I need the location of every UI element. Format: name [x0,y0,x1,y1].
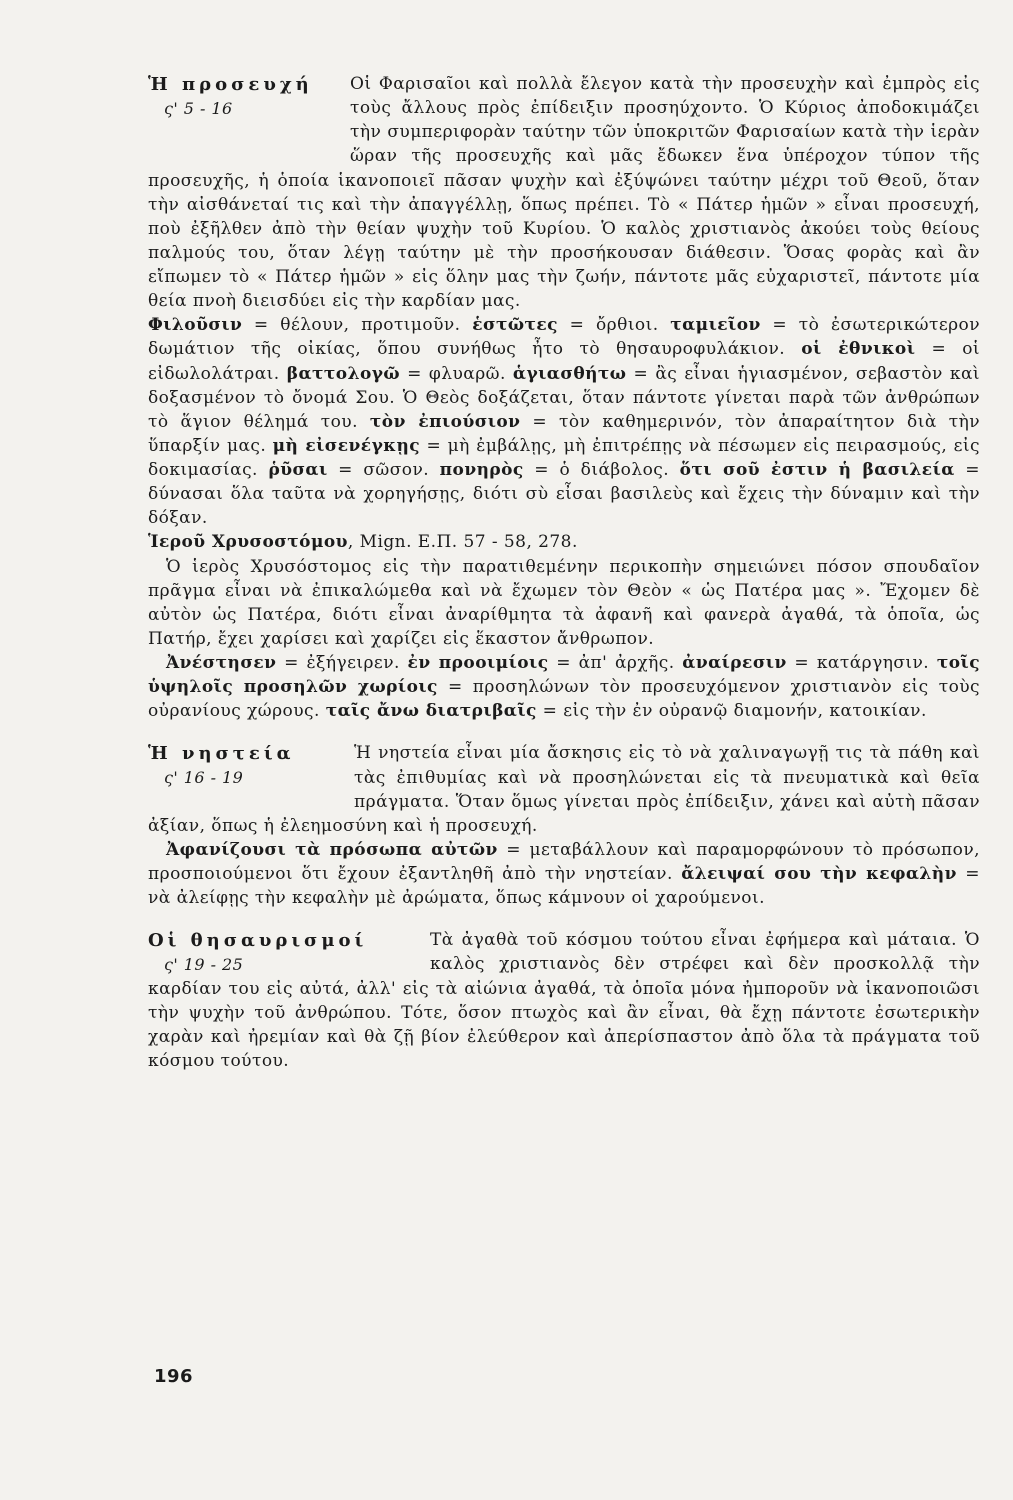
gloss-term: Ἀφανίζουσι τὰ πρόσωπα αὐτῶν [166,839,498,860]
gloss-term: Φιλοῦσιν [148,315,243,336]
section-margin-head [148,72,344,168]
gloss-def: σῶσον. [363,460,430,480]
gloss-term: ἄλειψαί σου τὴν κεφαλὴν [681,864,957,884]
section-intro: Ἡ νηστεία εἶναι μία ἄσκησις εἰς τὸ νὰ χαλιναγωγῇ τις τὰ πάθη καὶ τὰς ἐπιθυμίας καὶ νὰ προσηλώνεται εἰς τὰ πνευματικὰ καὶ θεῖα πράγματα. Ὅταν ὅμως γίνεται πρὸς ἐπίδειξιν, χάνει καὶ αὐτὴ πᾶσαν ἀξίαν, ὅπως ἡ ἐλεημοσύνη καὶ ἡ προσευχή. [148,743,980,836]
citation-ref: , Mign. Ε.Π. 57 - 58, 278. [347,532,578,553]
section-prayer [148,72,980,723]
gloss-def: τὸν καθημερινόν, τὸν ἀπαραίτητον διὰ τὴν ὕπαρξίν μας. [148,411,981,456]
section-heading: Οἱ θησαυρισμοί [148,930,368,952]
gloss-term: ταῖς ἄνω διατριβαῖς [325,701,537,722]
section-treasures [148,928,980,1073]
citation-author: Ἱεροῦ Χρυσοστόμου [148,532,348,553]
scripture-reference: ς' 19 - 25 [164,954,244,974]
gloss-def: οἱ εἰδωλολάτραι. [148,339,981,384]
chrysostom-citation [148,530,980,554]
gloss-term: ταμιεῖον [670,315,761,336]
gloss-def: ἐξήγειρεν. [306,653,400,673]
gloss-term: οἱ ἐθνικοὶ [801,339,916,360]
scripture-reference: ς' 5 - 16 [164,98,233,118]
gloss-term: Ἀνέστησεν [166,653,277,673]
gloss-def: τὸ ἐσωτερικώτερον δωμάτιον τῆς οἰκίας, ὅπου συνήθως ἦτο τὸ θησαυροφυλάκιον. [148,315,980,360]
gloss-def: ὄρθιοι. [596,315,659,336]
gloss-def: μεταβάλλουν καὶ παραμορφώνουν τὸ πρόσωπον, προσποιούμενοι ὅτι ἔχουν ἐξαντληθῆ ἀπὸ τὴν νηστείαν. [148,839,980,884]
gloss-def: φλυαρῶ. [428,363,506,384]
gloss-def: ἀπ' ἀρχῆς. [578,653,675,673]
section-heading: Ἡ νηστεία [148,743,295,765]
gloss-term: ἀναίρεσιν [682,653,787,673]
gloss-term: μὴ εἰσενέγκῃς [272,435,421,456]
gloss-def: δύνασαι ὅλα ταῦτα νὰ χορηγήσῃς, διότι σὺ εἶσαι βασιλεὺς καὶ ἔχεις τὴν δύναμιν καὶ τὴν δόξαν. [148,484,980,529]
gloss-term: τοῖς ὑψηλοῖς προσηλῶν χωρίοις [148,653,980,698]
gloss-def: θέλουν, προτιμοῦν. [280,315,461,336]
chrysostom-text: Ὁ ἱερὸς Χρυσόστομος εἰς τὴν παρατιθεμένην περικοπὴν σημειώνει πόσον σπουδαῖον πρᾶγμα εἶναι νὰ ἐπικαλώμεθα καὶ νὰ ἔχωμεν τὸν Θεὸν « ὡς Πατέρα μας ». Ἔχομεν δὲ αὐτὸν ὡς Πατέρα, διότι εἶναι ἀναρίθμητα τὰ ἀφανῆ καὶ φανερὰ ἀγαθά, τὰ ὁποῖα, ὡς Πατήρ, ἔχει χαρίσει καὶ χαρίζει εἰς ἕκαστον ἄνθρωπον. [148,556,980,649]
gloss-term: ἑστῶτες [472,315,558,336]
gloss-def: ὁ διάβολος. [559,460,670,480]
gloss-def: εἰς τὴν ἐν οὐρανῷ διαμονήν, κατοικίαν. [563,701,927,722]
gloss-term: ἐν προοιμίοις [407,653,549,673]
glossary-paragraph: Ἀφανίζουσι τὰ πρόσωπα αὐτῶν = μεταβάλλουν καὶ παραμορφώνουν τὸ πρόσωπον, προσποιούμενοι ὅτι ἔχουν ἐξαντληθῆ ἀπὸ τὴν νηστείαν. ἄλειψαί σου τὴν κεφαλὴν = νὰ ἀλείφῃς τὴν κεφαλὴν μὲ ἀρώματα, ὅπως κάμνουν οἱ χαρούμενοι. [148,839,980,909]
gloss-def: κατάργησιν. [816,653,930,673]
gloss-term: πονηρὸς [439,460,524,480]
gloss-term: τὸν ἐπιούσιον [369,411,521,432]
section-margin-head [148,741,348,813]
section-fasting [148,741,980,910]
glossary-paragraph: Ἀνέστησεν = ἐξήγειρεν. ἐν προοιμίοις = ἀπ' ἀρχῆς. ἀναίρεσιν = κατάργησιν. τοῖς ὑψηλοῖς προσηλῶν χωρίοις = προσηλώνων τὸν προσευχόμενον χριστιανὸν εἰς τοὺς οὐρανίους χώρους. ταῖς ἄνω διατριβαῖς = εἰς τὴν ἐν οὐρανῷ διαμονήν, κατοικίαν. [148,653,981,722]
gloss-term: βαττολογῶ [286,363,401,384]
section-margin-head [148,928,424,974]
section-intro: Οἱ Φαρισαῖοι καὶ πολλὰ ἔλεγον κατὰ τὴν προσευχὴν καὶ ἐμπρὸς εἰς τοὺς ἄλλους πρὸς ἐπίδειξιν προσηύχοντο. Ὁ Κύριος ἀποδοκιμάζει τὴν συμπεριφορὰν ταύτην τῶν ὑποκριτῶν Φαρισαίων κατὰ τὴν ἱερὰν ὥραν τῆς προσευχῆς καὶ μᾶς ἔδωκεν ἕνα ὑπέροχον τύπον τῆς προσευχῆς, ἡ ὁποία ἱκανοποιεῖ πᾶσαν ψυχὴν καὶ ἐξύψώνει ταύτην μέχρι τοῦ Θεοῦ, ὅταν τὴν αἰσθάνεταί τις καὶ τὴν ἀπαγγέλλῃ, ὅπως πρέπει. Τὸ « Πάτερ ἡμῶν » εἶναι προσευχή, ποὺ ἐξῆλθεν ἀπὸ τὴν θείαν ψυχὴν τοῦ Κυρίου. Ὁ καλὸς χριστιανὸς ἀκούει τοὺς θείους παλμούς του, ὅταν λέγῃ ταύτην μὲ τὴν προσήκουσαν διάθεσιν. Ὅσας φορὰς καὶ ἂν εἴπωμεν τὸ « Πάτερ ἡμῶν » εἰς ὅλην μας τὴν ζωήν, πάντοτε μᾶς εὐχαριστεῖ, πάντοτε μία θεία πνοὴ διεισδύει εἰς τὴν καρδίαν μας. [148,74,980,312]
gloss-def: μὴ ἐμβάλῃς, μὴ ἐπιτρέπῃς νὰ πέσωμεν εἰς πειρασμούς, εἰς δοκιμασίας. [148,435,981,480]
glossary-paragraph: Φιλοῦσιν = θέλουν, προτιμοῦν. ἑστῶτες = ὄρθιοι. ταμιεῖον = τὸ ἐσωτερικώτερον δωμάτιον τῆς οἰκίας, ὅπου συνήθως ἦτο τὸ θησαυροφυλάκιον. οἱ ἐθνικοὶ = οἱ εἰδωλολάτραι. βαττολογῶ = φλυαρῶ. ἁγιασθήτω = ἂς εἶναι ἡγιασμένον, σεβαστὸν καὶ δοξασμένον τὸ ὄνομά Σου. Ὁ Θεὸς δοξάζεται, ὅταν πάντοτε γίνεται παρὰ τῶν ἀνθρώπων τὸ ἅγιον θέλημά του. τὸν ἐπιούσιον = τὸν καθημερινόν, τὸν ἀπαραίτητον διὰ τὴν ὕπαρξίν μας. μὴ εἰσενέγκῃς = μὴ ἐμβάλῃς, μὴ ἐπιτρέπῃς νὰ πέσωμεν εἰς πειρασμούς, εἰς δοκιμασίας. ῥῦσαι = σῶσον. πονηρὸς = ὁ διάβολος. ὅτι σοῦ ἐστιν ἡ βασιλεία = δύνασαι ὅλα ταῦτα νὰ χορηγήσῃς, διότι σὺ εἶσαι βασιλεὺς καὶ ἔχεις τὴν δύναμιν καὶ τὴν δόξαν. [148,315,981,529]
section-heading: Ἡ προσευχή [148,74,313,95]
gloss-term: ὅτι σοῦ ἐστιν ἡ βασιλεία [679,460,955,480]
page-number: 196 [154,1366,193,1387]
page-content [148,72,980,1073]
gloss-def: νὰ ἀλείφῃς τὴν κεφαλὴν μὲ ἀρώματα, ὅπως κάμνουν οἱ χαρούμενοι. [148,888,765,909]
gloss-term: ἁγιασθήτω [512,363,627,384]
section-intro: Τὰ ἀγαθὰ τοῦ κόσμου τούτου εἶναι ἐφήμερα καὶ μάταια. Ὁ καλὸς χριστιανὸς δὲν στρέφει καὶ δὲν προσκολλᾷ τὴν καρδίαν του εἰς αὐτά, ἀλλ' εἰς τὰ αἰώνια ἀγαθά, τὰ ὁποῖα μόνα ἠμποροῦν νὰ ἱκανοποιῶσι τὴν ψυχὴν τοῦ ἀνθρώπου. Τότε, ὅσον πτωχὸς καὶ ἂν εἶναι, θὰ ἔχῃ πάντοτε ἐσωτερικὴν χαρὰν καὶ ἠρεμίαν καὶ θὰ ζῇ βίον ἐλεύθερον καὶ ἀπερίσπαστον ἀπὸ ὅλα τὰ πράγματα τοῦ κόσμου τούτου. [148,930,980,1071]
gloss-def: προσηλώνων τὸν προσευχόμενον χριστιανὸν εἰς τοὺς οὐρανίους χώρους. [148,677,981,722]
scripture-reference: ς' 16 - 19 [164,767,244,787]
gloss-def: ἂς εἶναι ἡγιασμένον, σεβαστὸν καὶ δοξασμένον τὸ ὄνομά Σου. Ὁ Θεὸς δοξάζεται, ὅταν πάντοτε γίνεται παρὰ τῶν ἀνθρώπων τὸ ἅγιον θέλημά του. [148,363,981,432]
gloss-term: ῥῦσαι [268,460,328,480]
